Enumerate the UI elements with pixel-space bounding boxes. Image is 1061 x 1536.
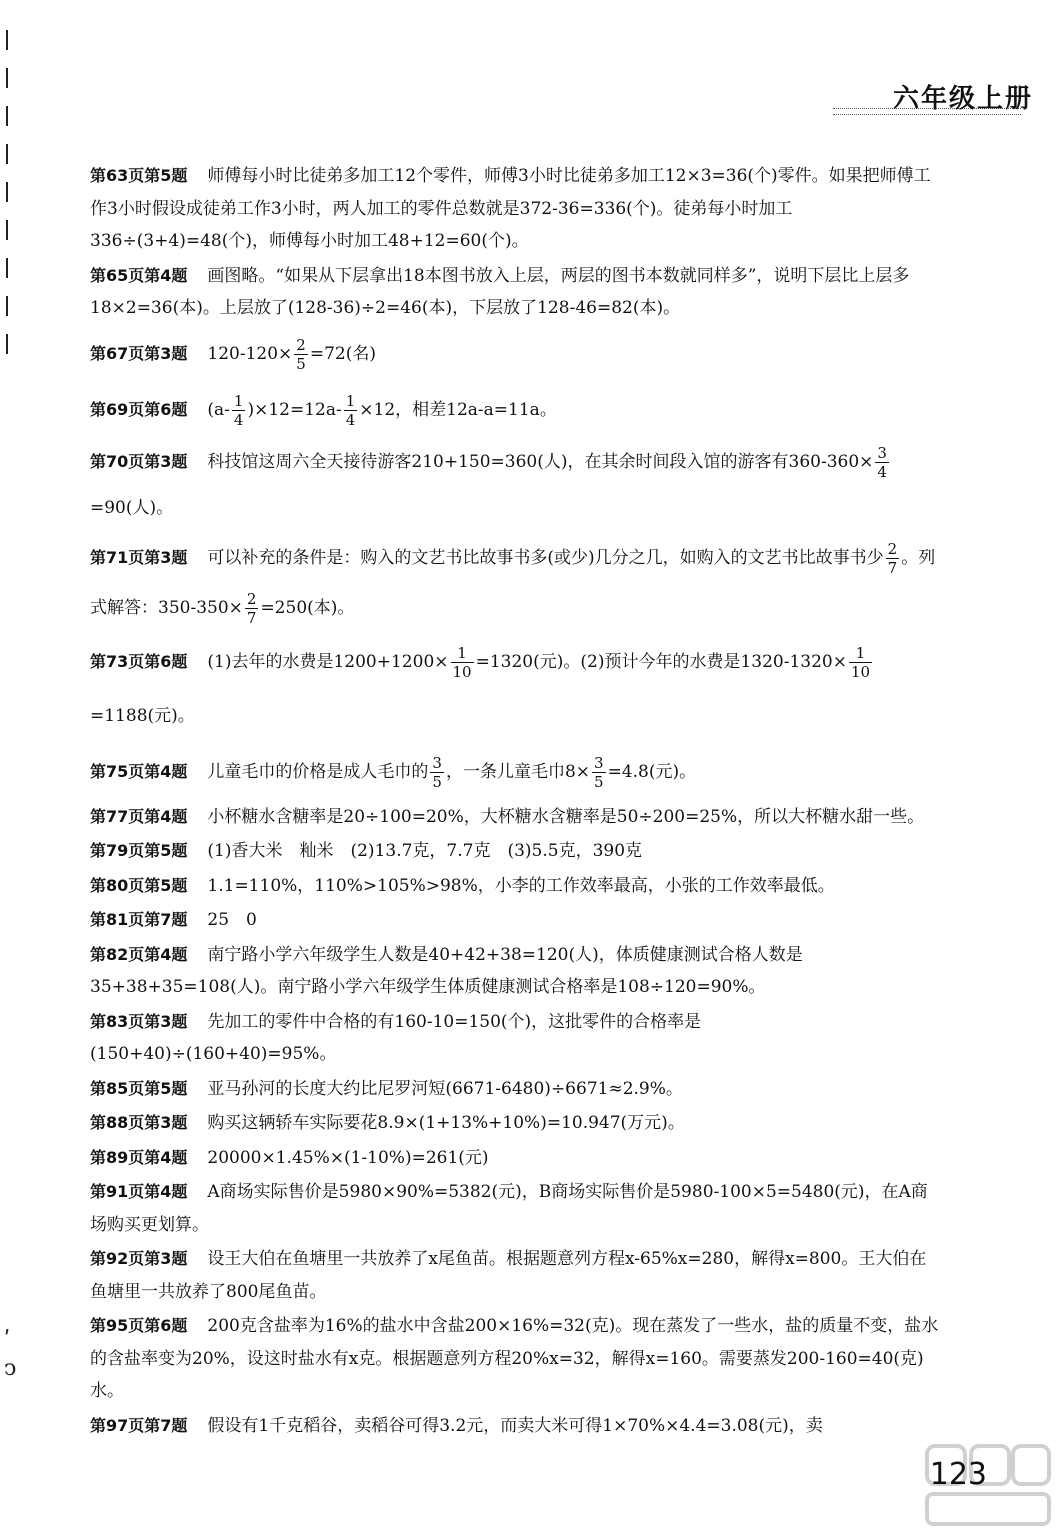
answer-entry	[90, 904, 940, 937]
answer-entry	[90, 383, 940, 437]
answer-entry	[90, 870, 940, 903]
answer-entry	[90, 160, 940, 258]
answer-entry	[90, 1410, 940, 1443]
fraction	[294, 336, 308, 373]
fraction	[430, 754, 444, 791]
numerator: 2	[246, 589, 257, 608]
answer-text: 200克含盐率为16%的盐水中含盐200×16%=32(克)。现在蒸发了一些水，盐的质量不变，盐水的含盐率变为20%，设这时盐水有x克。根据题意列方程20%x=32，解得x=160。需要蒸发200-160=40(克)水。	[90, 1316, 939, 1401]
answer-text: (a-	[207, 399, 230, 420]
answer-text: 。列式解答：350-350×	[90, 547, 936, 618]
answer-text: (1)去年的水费是1200+1200×	[207, 651, 449, 672]
denominator: 4	[877, 462, 887, 481]
answer-text: =90(人)。	[90, 497, 174, 518]
denominator: 4	[345, 410, 356, 429]
answer-entry	[90, 533, 940, 633]
answer-text: 假设有1千克稻谷，卖稻谷可得3.2元，而卖大米可得1×70%×4.4=3.08(元)，卖	[207, 1415, 823, 1436]
denominator: 5	[432, 772, 442, 791]
fraction	[886, 540, 900, 577]
fraction	[592, 754, 606, 791]
question-ref: 第83页第3题	[90, 1011, 188, 1031]
answer-entry	[90, 439, 940, 531]
answer-entry	[90, 835, 940, 868]
answer-list	[90, 160, 940, 1444]
question-ref: 第77页第4题	[90, 806, 188, 826]
binding-marks	[6, 30, 14, 372]
question-ref: 第80页第5题	[90, 875, 188, 895]
answer-entry	[90, 635, 940, 743]
answer-entry	[90, 745, 940, 799]
answer-text: ，一条儿童毛巾8×	[445, 761, 591, 782]
answer-text: 儿童毛巾的价格是成人毛巾的	[207, 761, 429, 782]
fraction	[849, 644, 872, 681]
answer-text: =250(本)。	[260, 597, 355, 618]
answer-text: 亚马孙河的长度大约比尼罗河短(6671-6480)÷6671≈2.9%。	[207, 1078, 683, 1099]
question-ref: 第65页第4题	[90, 265, 188, 285]
answer-text: 科技馆这周六全天接待游客210+150=360(人)，在其余时间段入馆的游客有360-360×	[207, 451, 874, 472]
fraction	[344, 392, 358, 429]
denominator: 5	[594, 772, 604, 791]
numerator: 3	[432, 753, 442, 772]
question-ref: 第67页第3题	[90, 343, 188, 363]
numerator: 1	[849, 644, 872, 663]
numerator: 1	[233, 391, 244, 410]
denominator: 7	[246, 608, 257, 627]
answer-text: 画图略。“如果从下层拿出18本图书放入上层，两层的图书本数就同样多”，说明下层比上层多18×2=36(本)。上层放了(128-36)÷2=46(本)，下层放了128-46=82(本)。	[90, 265, 910, 318]
question-ref: 第88页第3题	[90, 1113, 188, 1132]
numerator: 2	[296, 335, 306, 354]
pen-mark: ʹ	[4, 1328, 11, 1353]
answer-text: 购买这辆轿车实际要花8.9×(1+13%+10%)=10.947(万元)。	[207, 1113, 685, 1133]
answer-text: 120-120×	[207, 343, 293, 364]
answer-text: 先加工的零件中合格的有160-10=150(个)，这批零件的合格率是(150+40)÷(160+40)=95%。	[90, 1011, 702, 1064]
answer-entry	[90, 1310, 940, 1408]
answer-text: =1188(元)。	[90, 705, 195, 726]
answer-entry	[90, 1073, 940, 1106]
page-header	[833, 74, 1033, 122]
answer-text: A商场实际售价是5980×90%=5382(元)，B商场实际售价是5980-100×5=5480(元)，在A商场购买更划算。	[90, 1182, 928, 1235]
question-ref: 第75页第4题	[90, 761, 188, 781]
answer-entry	[90, 260, 940, 325]
answer-text: 1.1=110%，110%>105%>98%，小李的工作效率最高，小张的工作效率最低。	[207, 875, 835, 896]
answer-entry	[90, 1006, 940, 1071]
answer-entry	[90, 1142, 940, 1175]
answer-text: 师傅每小时比徒弟多加工12个零件，师傅3小时比徒弟多加工12×3=36(个)零件。如果把师傅工作3小时假设成徒弟工作3小时，两人加工的零件总数就是372-36=336(个)。徒弟每小时加工336÷(3+4)=48(个)，师傅每小时加工48+12=60(个)。	[90, 166, 931, 251]
fraction	[451, 644, 474, 681]
numerator: 3	[877, 443, 887, 462]
fraction	[232, 392, 246, 429]
question-ref: 第70页第3题	[90, 451, 188, 471]
answer-text: =4.8(元)。	[607, 761, 697, 782]
answer-entry	[90, 801, 940, 834]
answer-text: 小杯糖水含糖率是20÷100=20%，大杯糖水含糖率是50÷200=25%，所以大杯糖水甜一些。	[207, 806, 925, 827]
question-ref: 第73页第6题	[90, 651, 188, 671]
denominator: 4	[233, 410, 244, 429]
answer-entry	[90, 1176, 940, 1241]
page-number: 123	[929, 1457, 987, 1492]
fraction	[875, 444, 889, 481]
question-ref: 第63页第5题	[90, 166, 188, 185]
answer-entry	[90, 939, 940, 1004]
answer-entry	[90, 1107, 940, 1140]
question-ref: 第82页第4题	[90, 944, 188, 964]
answer-text: 设王大伯在鱼塘里一共放养了x尾鱼苗。根据题意列方程x-65%x=280，解得x=800。王大伯在鱼塘里一共放养了800尾鱼苗。	[90, 1249, 927, 1302]
answer-text: 南宁路小学六年级学生人数是40+42+38=120(人)，体质健康测试合格人数是35+38+35=108(人)。南宁路小学六年级学生体质健康测试合格率是108÷120=90%。	[90, 944, 803, 997]
pen-mark: ͻ	[4, 1356, 17, 1381]
answer-text: 可以补充的条件是：购入的文艺书比故事书多(或少)几分之几，如购入的文艺书比故事书少	[207, 547, 884, 568]
answer-text: 25 0	[207, 910, 257, 930]
question-ref: 第92页第3题	[90, 1249, 188, 1268]
question-ref: 第85页第5题	[90, 1078, 188, 1098]
question-ref: 第91页第4题	[90, 1182, 188, 1201]
denominator: 10	[452, 662, 472, 681]
grade-title: 六年级上册	[892, 84, 1033, 114]
fraction	[245, 590, 259, 627]
question-ref: 第95页第6题	[90, 1316, 188, 1335]
question-ref: 第97页第7题	[90, 1415, 188, 1435]
numerator: 2	[887, 539, 898, 558]
answer-text: )×12=12a-	[247, 399, 342, 420]
denominator: 5	[296, 354, 306, 373]
numerator: 1	[345, 391, 356, 410]
answer-text: =1320(元)。(2)预计今年的水费是1320-1320×	[475, 651, 847, 672]
answer-text: (1)香大米 籼米 (2)13.7克，7.7克 (3)5.5克，390克	[207, 841, 643, 861]
answer-entry	[90, 1243, 940, 1308]
numerator: 3	[594, 753, 604, 772]
answer-entry	[90, 327, 940, 381]
numerator: 1	[451, 644, 474, 663]
question-ref: 第79页第5题	[90, 841, 188, 860]
answer-text: =72(名)	[309, 343, 376, 364]
denominator: 10	[850, 662, 871, 681]
question-ref: 第69页第6题	[90, 399, 188, 419]
question-ref: 第81页第7题	[90, 910, 188, 929]
denominator: 7	[887, 558, 898, 577]
question-ref: 第89页第4题	[90, 1147, 188, 1167]
watermark-logo	[923, 1440, 1053, 1530]
answer-text: ×12，相差12a-a=11a。	[359, 399, 557, 420]
answer-text: 20000×1.45%×(1-10%)=261(元)	[207, 1147, 489, 1168]
question-ref: 第71页第3题	[90, 547, 188, 567]
